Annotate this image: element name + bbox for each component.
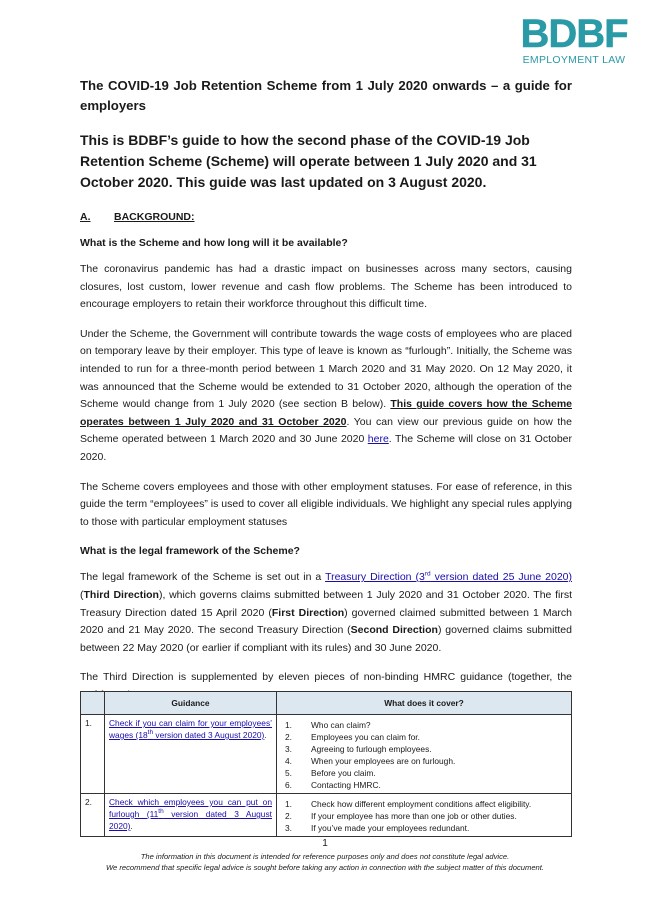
term-second-direction: Second Direction <box>350 624 438 637</box>
list-item: 6. Contacting HMRC. <box>285 780 381 790</box>
list-item: 3. Agreeing to furlough employees. <box>285 744 432 754</box>
list-item: 4. When your employees are on furlough. <box>285 756 456 766</box>
paragraph-legal-framework <box>80 569 572 657</box>
text-run: . You can view our previous guide on how the Scheme operated between 1 March 2020 and 30 June 2020 <box>80 415 572 446</box>
table-row <box>81 794 572 837</box>
link-text: version dated 3 August 2020) <box>109 809 272 831</box>
list-item-text: Who can claim? <box>311 720 371 730</box>
document-title: The COVID-19 Job Retention Scheme from 1 July 2020 onwards – a guide for employers <box>80 78 572 113</box>
row-number: 2. <box>81 794 105 837</box>
section-number: A. <box>80 211 91 223</box>
list-item-text: Agreeing to furlough employees. <box>311 744 432 754</box>
table-row <box>81 715 572 794</box>
section-title: BACKGROUND: <box>114 211 195 223</box>
question-heading-scheme: What is the Scheme and how long will it be available? <box>80 237 348 249</box>
table-header-row <box>81 692 572 715</box>
paragraph-employment-status: The Scheme covers employees and those with other employment statuses. For ease of reference, in this guide the term “employees” is used to cover all eligible individuals. We highlight any special rules applying to those with particular employment statuses <box>80 480 572 528</box>
guidance-cell <box>105 794 277 837</box>
term-first-direction: First Direction <box>271 606 345 619</box>
logo-mark: BDBF <box>520 12 628 56</box>
link-sup: th <box>147 729 154 737</box>
list-item-text: When your employees are on furlough. <box>311 756 456 766</box>
text-run: Under the Scheme, the Government will contribute towards the wage costs of employees who are placed on temporary leave by their employer. This type of leave is known as “furlough”. Initially, the Scheme was intended to run for a three-month period between 1 March 2020 and 31 May 2020. On 12 May 2020, it was announced that the Scheme would be extended to 31 October 2020, although the operation of the Scheme would change from 1 July 2020 (see section B below). <box>80 327 572 411</box>
paragraph-furlough <box>80 326 572 467</box>
text-run: ( <box>80 588 84 601</box>
emphasis-guide-covers: This guide covers how the Scheme operates between 1 July 2020 and 31 October 2020 <box>80 398 572 428</box>
text-run: The legal framework of the Scheme is set out in a <box>80 571 326 584</box>
link-text: version dated 3 August 2020) <box>153 730 265 740</box>
link-text: Treasury Direction (3 <box>325 571 425 584</box>
term-third-direction: Third Direction <box>83 588 159 601</box>
guidance-link[interactable] <box>109 718 272 740</box>
table-header: Guidance <box>105 692 277 715</box>
list-item: 2. If your employee has more than one job or other duties. <box>285 811 517 821</box>
list-item-text: Check how different employment conditions affect eligibility. <box>311 799 532 809</box>
intro-heading: This is BDBF’s guide to how the second phase of the COVID-19 Job Retention Scheme (Scheme) will operate between 1 July 2020 and 31 October 2020. This guide was last updated on 3 August 2020. <box>80 132 537 190</box>
link-text: Check which employees you can put on furlough (11 <box>109 797 272 819</box>
text-run: The Third Direction is supplemented by eleven pieces of non-binding HMRC guidance (together, the <box>80 671 572 684</box>
list-item-text: Contacting HMRC. <box>311 780 381 790</box>
question-heading-legal: What is the legal framework of the Scheme? <box>80 545 300 558</box>
link-sup: th <box>158 808 164 816</box>
guidance-table <box>80 691 572 837</box>
coverage-cell <box>277 794 572 837</box>
guidance-link[interactable] <box>109 797 272 831</box>
list-item-text: If your employee has more than one job or other duties. <box>311 811 517 821</box>
bdbf-logo <box>518 14 630 66</box>
list-item: 1. Check how different employment conditions affect eligibility. <box>285 799 532 809</box>
coverage-list <box>281 798 567 834</box>
list-item: 3. If you’ve made your employees redundant. <box>285 823 470 833</box>
text-run: ) governed claims submitted between 22 May 2020 (or earlier if compliant with its rules) and 30 June 2020. <box>80 624 572 654</box>
row-number: 1. <box>81 715 105 794</box>
text-run: . <box>130 821 133 831</box>
text-run: ), which governs claims submitted between 1 July 2020 and 31 October 2020. The first Treasury Direction dated 15 April 2020 ( <box>80 588 572 619</box>
treasury-direction-link[interactable] <box>325 571 572 583</box>
table-header: What does it cover? <box>277 692 572 715</box>
link-text: Check if you can claim for your employees’ wages (18 <box>109 718 272 740</box>
paragraph-pandemic: The coronavirus pandemic has had a drastic impact on businesses across many sectors, causing closures, lost custom, lower revenue and cash flow problems. The Scheme has been introduced to encourage employers to retain their workforce throughout this difficult time. <box>80 263 572 311</box>
page-number: 1 <box>322 838 328 849</box>
footer-disclaimer: The information in this document is intended for reference purposes only and does not constitute legal advice. <box>140 852 510 861</box>
text-run: . <box>264 730 267 740</box>
list-item: 5. Before you claim. <box>285 768 376 778</box>
list-item: 2. Employees you can claim for. <box>285 732 420 742</box>
text-run: ) governed claimed submitted between 1 March 2020 and 21 May 2020. The second Treasury Direction ( <box>80 606 572 637</box>
link-text: version dated 25 June 2020) <box>430 571 573 584</box>
list-item-text: Employees you can claim for. <box>311 732 420 742</box>
list-item: 1. Who can claim? <box>285 720 371 730</box>
document-body <box>80 76 572 704</box>
coverage-list <box>281 719 567 791</box>
link-sup: rd <box>424 570 431 578</box>
logo-subtitle: EMPLOYMENT LAW <box>522 54 626 66</box>
coverage-cell <box>277 715 572 794</box>
list-item-text: Before you claim. <box>311 768 376 778</box>
section-a-heading <box>80 211 572 223</box>
footer-recommendation: We recommend that specific legal advice is sought before taking any action in connection with the subject matter of this document. <box>105 863 544 872</box>
guidance-cell <box>105 715 277 794</box>
list-item-text: If you’ve made your employees redundant. <box>311 823 470 833</box>
table-header <box>81 692 105 715</box>
previous-guide-link[interactable]: here <box>367 433 389 446</box>
text-run: . The Scheme will close on 31 October 2020. <box>80 433 572 463</box>
